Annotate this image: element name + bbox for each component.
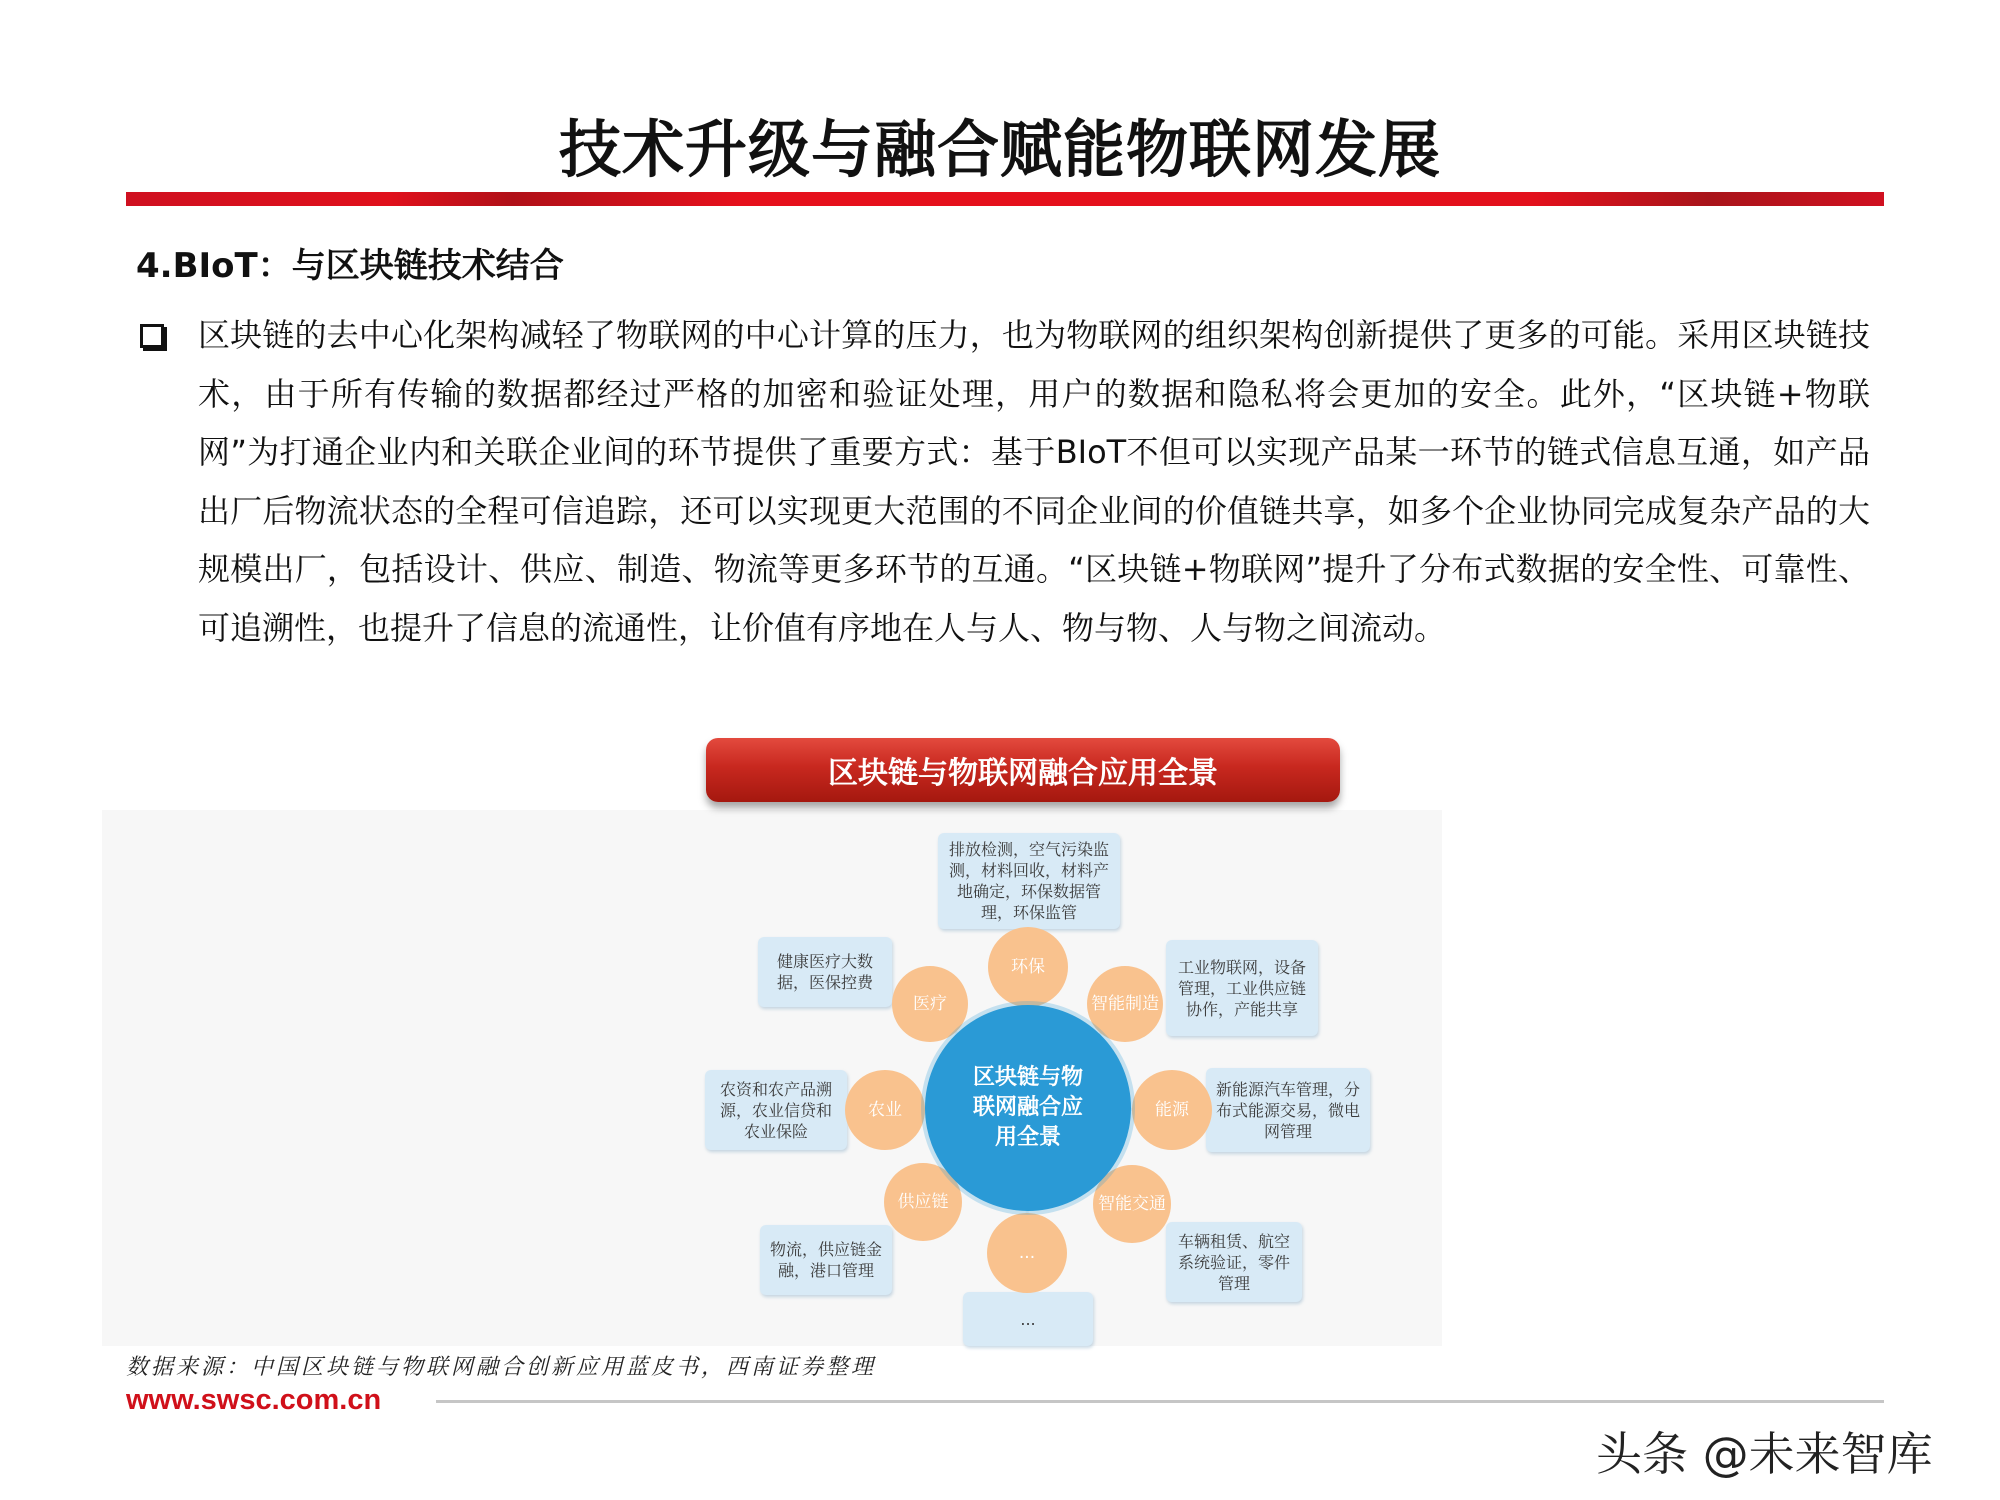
source-note: 数据来源：中国区块链与物联网融合创新应用蓝皮书，西南证券整理 <box>126 1355 877 1380</box>
desc-supply: 物流，供应链金融，港口管理 <box>760 1225 892 1295</box>
center-label: 区块链与物联网融合应用全景 <box>972 1065 1083 1150</box>
figure-title-banner: 区块链与物联网融合应用全景 <box>706 738 1340 802</box>
website-link[interactable]: www.swsc.com.cn <box>126 1384 382 1416</box>
footer-divider <box>436 1400 1884 1403</box>
page-title: 技术升级与融合赋能物联网发展 <box>558 113 1441 186</box>
sector-manufacturing: 智能制造 <box>1087 966 1163 1042</box>
center-circle <box>925 1005 1131 1211</box>
desc-env: 排放检测，空气污染监测，材料回收，材料产地确定，环保数据管理，环保监管 <box>938 833 1120 929</box>
desc-manufacturing: 工业物联网，设备管理，工业供应链协作，产能共享 <box>1166 940 1318 1036</box>
sector-energy: 能源 <box>1132 1070 1212 1150</box>
sector-supply: 供应链 <box>884 1163 962 1241</box>
desc-traffic: 车辆租赁、航空系统验证，零件管理 <box>1166 1222 1302 1302</box>
sector-traffic: 智能交通 <box>1093 1165 1171 1243</box>
section-heading: 4.BIoT：与区块链技术结合 <box>136 246 564 286</box>
watermark: 头条 @未来智库 <box>1596 1427 1933 1481</box>
body-paragraph: 区块链的去中心化架构减轻了物联网的中心计算的压力，也为物联网的组织架构创新提供了更多的可能。采用区块链技术，由于所有传输的数据都经过严格的加密和验证处理，用户的数据和隐私将会更加的安全。此外，“区块链+物联网”为打通企业内和关联企业间的环节提供了重要方式：基于BIoT不但可以实现产品某一环节的链式信息互通，如产品出厂后物流状态的全程可信追踪，还可以实现更大范围的不同企业间的价值链共享，如多个企业协同完成复杂产品的大规模出厂，包括设计、供应、制造、物流等更多环节的互通。“区块链+物联网”提升了分布式数据的安全性、可靠性、可追溯性，也提升了信息的流通性，让价值有序地在人与人、物与物、人与物之间流动。 <box>198 316 1870 647</box>
sector-medical: 医疗 <box>892 966 968 1042</box>
desc-energy: 新能源汽车管理，分布式能源交易，微电网管理 <box>1206 1068 1370 1152</box>
desc-medical: 健康医疗大数据，医保控费 <box>758 937 892 1007</box>
desc-agri: 农资和农产品溯源，农业信贷和农业保险 <box>705 1070 847 1150</box>
sector-more: ... <box>987 1213 1067 1293</box>
sector-env: 环保 <box>988 927 1068 1007</box>
desc-more: ... <box>963 1292 1093 1346</box>
sector-agri: 农业 <box>845 1070 925 1150</box>
